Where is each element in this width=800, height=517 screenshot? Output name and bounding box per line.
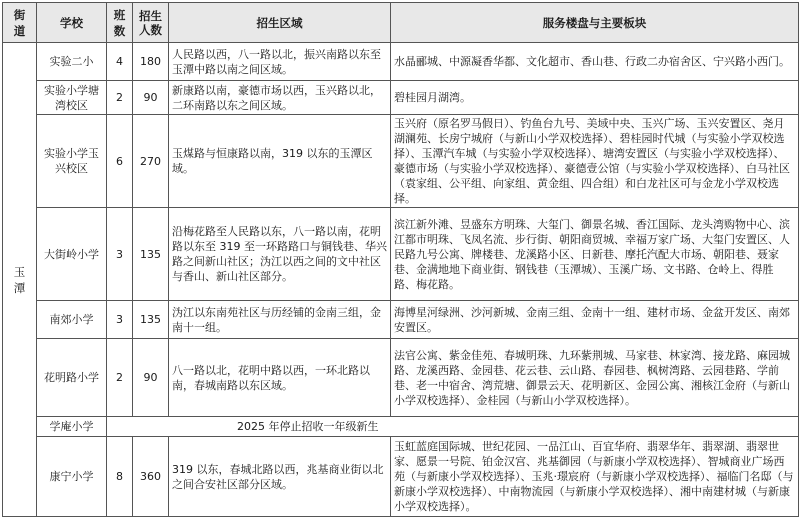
enroll-cell: 135 [133,301,169,339]
table-row [3,417,799,437]
enroll-cell: 270 [133,115,169,208]
table-row [3,208,799,301]
area-cell: 319 以东，春城北路以西，兆基商业街以北之间合安社区部分区域。 [169,437,391,517]
enroll-cell: 90 [133,81,169,115]
area-cell: 沩江以东南苑社区与历经铺的金南三组，金南十一组。 [169,301,391,339]
header-district: 街道 [3,3,37,43]
services-cell: 法官公寓、紫金佳苑、春城明珠、九环紫荆城、马家巷、林家湾、接龙路、麻园城路、龙溪西路、金园巷、花云巷、云山路、春园巷、枫树湾路、云园巷路、学前巷、老一中宿舍、湾荒塘、御景云天、花明新区、金园公寓、湘核江金府（与新山小学双校选择）、金桂园（与新山小学双校选择）。 [391,339,799,417]
area-cell: 沿梅花路至人民路以东，八一路以南，花明路以东至 319 至一环路路口与铜钱巷、华兴路之间新山社区；沩江以西之间的文中社区与香山、新山社区部分。 [169,208,391,301]
services-cell: 水晶郦城、中源凝香华都、文化超市、香山巷、行政二办宿舍区、宁兴路小西门。 [391,43,799,81]
header-row [3,3,799,43]
classes-cell: 6 [107,115,133,208]
services-cell: 玉虹蓝庭国际城、世纪花园、一品江山、百宜华府、翡翠华年、翡翠湖、翡翠世家、愿景一号院、铂金汉宫、兆基御园（与新康小学双校选择）、智城商业广场西苑（与新康小学双校选择）、玉兆·璟宸府（与新康小学双校选择）、福临门名邸（与新康小学双校选择）、中南物流园（与新康小学双校选择）、湘中南建材城（与新康小学双校选择）。 [391,437,799,517]
table-row [3,339,799,417]
enroll-cell: 180 [133,43,169,81]
table-row [3,301,799,339]
school-cell: 学庵小学 [37,417,107,437]
table-row [3,43,799,81]
services-cell: 海博星河绿洲、沙河新城、金南三组、金南十一组、建材市场、金盆开发区、南郊安置区。 [391,301,799,339]
classes-cell: 8 [107,437,133,517]
header-school: 学校 [37,3,107,43]
school-cell: 实验小学塘湾校区 [37,81,107,115]
school-cell: 大街岭小学 [37,208,107,301]
classes-cell: 3 [107,301,133,339]
enroll-cell: 135 [133,208,169,301]
notice-cell: 2025 年停止招收一年级新生 [107,417,799,437]
district-cell: 玉潭 [3,43,37,517]
area-cell: 新康路以南，豪德市场以西，玉兴路以北，二环南路以东之间区域。 [169,81,391,115]
services-cell: 碧桂园月湖湾。 [391,81,799,115]
area-cell: 玉煤路与恒康路以南，319 以东的玉潭区域。 [169,115,391,208]
school-cell: 实验二小 [37,43,107,81]
header-services: 服务楼盘与主要板块 [391,3,799,43]
area-cell: 八一路以北，花明中路以西，一环北路以南，春城南路以东区域。 [169,339,391,417]
enroll-cell: 90 [133,339,169,417]
header-area: 招生区域 [169,3,391,43]
enrollment-table [2,2,799,517]
school-cell: 南郊小学 [37,301,107,339]
enroll-cell: 360 [133,437,169,517]
classes-cell: 3 [107,208,133,301]
classes-cell: 4 [107,43,133,81]
classes-cell: 2 [107,339,133,417]
area-cell: 人民路以西，八一路以北，振兴南路以东至玉潭中路以南之间区域。 [169,43,391,81]
school-cell: 康宁小学 [37,437,107,517]
services-cell: 滨江新外滩、昱盛东方明珠、大玺门、御景名城、香江国际、龙头湾购物中心、滨江都市明珠、飞凤名流、步行街、朝阳商贸城、幸福万家广场、大玺门安置区、人民路九号公寓、牌楼巷、龙溪路小区、日新巷、摩托汽配大市场、朝阳巷、聂家巷、金满地地下商业街、钢钱巷（玉潭城）、玉溪广场、文书路、仓岭上、得胜路、梅花路。 [391,208,799,301]
classes-cell: 2 [107,81,133,115]
header-enroll: 招生人数 [133,3,169,43]
services-cell: 玉兴府（原名罗马假日）、钓鱼台九号、美域中央、玉兴广场、玉兴安置区、尧月湖澜苑、长房宁城府（与新山小学双校选择）、碧桂园时代城（与实验小学双校选择）、玉潭汽车城（与实验小学双校选择）、塘湾安置区（与实验小学双校选择）、豪德市场（与实验小学双校选择）、豪德壹公馆（与实验小学双校选择）、白马社区（袁家组、公平组、向家组、黄金组、四合组）和白龙社区可与金龙小学双校选择。 [391,115,799,208]
table-row [3,437,799,517]
school-cell: 实验小学玉兴校区 [37,115,107,208]
table-row [3,115,799,208]
school-cell: 花明路小学 [37,339,107,417]
header-classes: 班数 [107,3,133,43]
table-row [3,81,799,115]
